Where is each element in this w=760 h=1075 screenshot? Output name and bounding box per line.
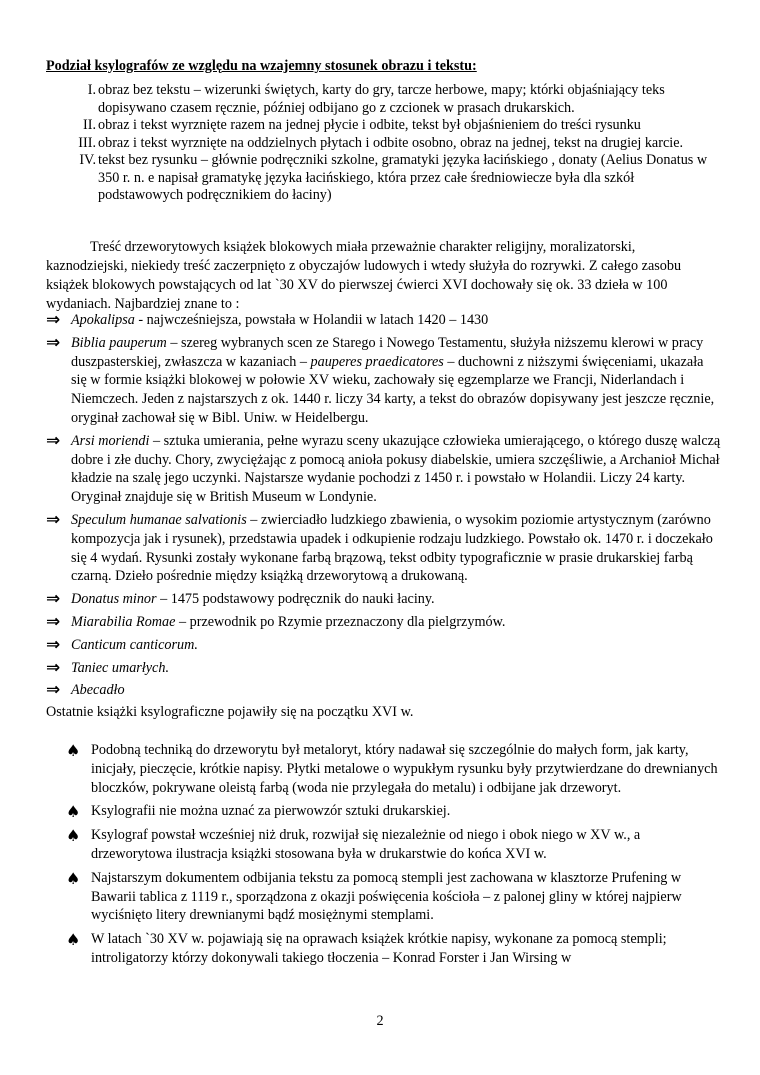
book-list-item bbox=[46, 613, 722, 632]
double-arrow-icon: ⇒ bbox=[46, 332, 61, 353]
roman-list-item bbox=[70, 135, 710, 153]
note-item bbox=[64, 802, 718, 821]
book-list-item bbox=[46, 659, 722, 678]
note-text: Podobną techniką do drzeworytu był metaloryt, który nadawał się szczególnie do małych form, jak karty, inicjały, pieczęcie, krótkie napisy. Płytki metalowe o wypukłym rysunku były przytwierdzane do drewnianych bloczków, pokrywane oleistą farbą (woda nie przylegała do metalu) i odbijane jak drzeworyt. bbox=[91, 742, 718, 796]
book-title: Miarabilia Romae bbox=[71, 613, 176, 630]
book-title: Taniec umarłych. bbox=[71, 659, 169, 676]
double-arrow-icon: ⇒ bbox=[46, 430, 61, 451]
roman-numeral: I. bbox=[87, 82, 96, 98]
spade-bullet-icon: ♠ bbox=[66, 868, 81, 888]
spade-bullet-icon: ♠ bbox=[66, 826, 81, 846]
roman-list bbox=[70, 82, 710, 205]
closing-sentence: Ostatnie książki ksylograficzne pojawiły się na początku XVI w. bbox=[46, 704, 414, 720]
book-title: Abecadło bbox=[71, 682, 125, 699]
roman-numeral: III. bbox=[78, 134, 96, 151]
book-description: - najwcześniejsza, powstała w Holandii w latach 1420 – 1430 bbox=[134, 312, 489, 328]
book-title: Speculum humanae salvationis bbox=[71, 511, 247, 528]
note-text: Ksylograf powstał wcześniej niż druk, rozwijał się niezależnie od niego i obok niego w XV w., a drzeworytowa ilustracja książki stosowana była w drukarstwie do końca XVI w. bbox=[91, 827, 641, 862]
book-list-item bbox=[46, 432, 722, 507]
book-description: – sztuka umierania, pełne wyrazu sceny ukazujące człowieka umierającego, o którego duszę walczą dobre i złe duchy. Chory, zwyciężając z pomocą anioła pokusy diabelskie, umiera szczęśliwie, a Archanioł Michał kładzie na szalę jego uczynki. Najstarsze wydanie pochodzi z 1450 r. i powstało w Holandii. Liczy 24 karty. Oryginał znajduje się w British Museum w Londynie. bbox=[71, 432, 721, 506]
roman-item-text: obraz bez tekstu – wizerunki świętych, karty do gry, tarcze herbowe, mapy; którki objaśniający teks dopisywano czasem ręcznie, później odbijano go z czcionek w prasach drukarskich. bbox=[98, 82, 665, 116]
note-text: Ksylografii nie można uznać za pierwowzór sztuki drukarskiej. bbox=[91, 803, 451, 820]
spade-bullet-icon: ♠ bbox=[66, 802, 81, 822]
book-title: Canticum canticorum. bbox=[71, 636, 198, 653]
book-list-item bbox=[46, 511, 722, 586]
book-list-item bbox=[46, 636, 722, 655]
double-arrow-icon: ⇒ bbox=[46, 680, 61, 701]
book-title: Donatus minor bbox=[71, 591, 157, 608]
spade-bullet-icon: ♠ bbox=[66, 741, 81, 760]
book-title: Arsi moriendi bbox=[71, 432, 150, 449]
book-title: Biblia pauperum bbox=[71, 334, 167, 351]
double-arrow-icon: ⇒ bbox=[46, 634, 61, 655]
book-list-item bbox=[46, 681, 722, 700]
latin-term: pauperes praedicatores bbox=[310, 353, 444, 370]
intro-paragraph: Treść drzeworytowych książek blokowych miała przeważnie charakter religijny, moralizatorski, kaznodziejski, niekiedy treść zaczerpnięto z obyczajów ludowych i wtedy służyła do rozrywki. Z całego zasobu książek blokowych powstających od lat `30 XV do pierwszej ćwierci XVI dochowały się ok. 33 dzieła w 100 wydaniach. Najbardziej znane to : bbox=[46, 239, 682, 312]
note-item bbox=[64, 741, 718, 797]
book-list-item bbox=[46, 590, 722, 609]
note-item bbox=[64, 869, 718, 925]
double-arrow-icon: ⇒ bbox=[46, 611, 61, 632]
roman-numeral: IV. bbox=[79, 152, 96, 168]
double-arrow-icon: ⇒ bbox=[46, 589, 61, 610]
notes-list bbox=[64, 741, 718, 973]
double-arrow-icon: ⇒ bbox=[46, 657, 61, 678]
book-list bbox=[46, 311, 722, 704]
book-title: Apokalipsa bbox=[71, 312, 135, 328]
book-description: – zwierciadło ludzkiego zbawienia, o wysokim poziomie artystycznym (zarówno kompozycja jak i rysunek), przedstawia upadek i odkupienie rodzaju ludzkiego. Powstało ok. 1470 r. i doczekało się 4 wydań. Rysunki zostały wykonane farbą brązową, tekst odbity typograficznie w prasie drukarskiej farbą czarną. Dzieło pośrednie między książką drzeworytową a drukowaną. bbox=[71, 511, 713, 585]
book-description: – 1475 podstawowy podręcznik do nauki łaciny. bbox=[156, 591, 435, 608]
roman-list-item bbox=[70, 152, 710, 205]
book-description-continued: – duchowni z niższymi święceniami, ukazała się w formie książki blokowej w połowie XV wieku, zachowały się egzemplarze we Francji, Niderlandach i Niemczech. Jeden z najstarszych z ok. 1440 r. liczy 34 karty, a tekst do obrazów dopisywany jest jeszcze ręcznie, oryginał zachował się w Bibl. Uniw. w Heidelbergu. bbox=[71, 353, 715, 426]
roman-list-item bbox=[70, 117, 710, 135]
page-number: 2 bbox=[376, 1013, 384, 1029]
roman-numeral: II. bbox=[83, 117, 96, 133]
roman-item-text: obraz i tekst wyrznięte na oddzielnych płytach i odbite osobno, obraz na jednej, tekst na drugiej karcie. bbox=[98, 134, 684, 151]
note-text: W latach `30 XV w. pojawiają się na oprawach książek krótkie napisy, wykonane za pomocą stempli; introligatorzy którzy dokonywali takiego tłoczenia – Konrad Forster i Jan Wirsing w bbox=[91, 931, 667, 966]
note-item bbox=[64, 826, 718, 864]
section-title: Podział ksylografów ze względu na wzajemny stosunek obrazu i tekstu: bbox=[46, 58, 477, 74]
roman-item-text: obraz i tekst wyrznięte razem na jednej płycie i odbite, tekst był objaśnieniem do treści rysunku bbox=[98, 117, 641, 133]
book-list-item bbox=[46, 311, 722, 330]
roman-item-text: tekst bez rysunku – głównie podręczniki szkolne, gramatyki języka łacińskiego , donaty (Aelius Donatus w 350 r. n. e napisał gramatykę języka łacińskiego, która przez całe średniowiecze była dla szkół podstawowych podręcznikiem do łaciny) bbox=[98, 152, 708, 203]
double-arrow-icon: ⇒ bbox=[46, 509, 61, 530]
book-description: – przewodnik po Rzymie przeznaczony dla pielgrzymów. bbox=[175, 613, 506, 630]
double-arrow-icon: ⇒ bbox=[46, 310, 61, 330]
note-text: Najstarszym dokumentem odbijania tekstu za pomocą stempli jest zachowana w klasztorze Prufening w Bawarii tablica z 1119 r., sporządzona z okazji poświęcenia kościoła – z palonej gliny w której najpierw wyciśnięto litery drewnianymi bądź mosiężnymi stemplami. bbox=[91, 869, 682, 924]
roman-list-item bbox=[70, 82, 710, 117]
book-list-item bbox=[46, 334, 722, 428]
note-item bbox=[64, 930, 718, 968]
spade-bullet-icon: ♠ bbox=[66, 930, 81, 950]
book-description: – szereg wybranych scen ze Starego i Nowego Testamentu, służyła niższemu klerowi w pracy duszpasterskiej, zwłaszcza w kazaniach – bbox=[71, 334, 704, 370]
